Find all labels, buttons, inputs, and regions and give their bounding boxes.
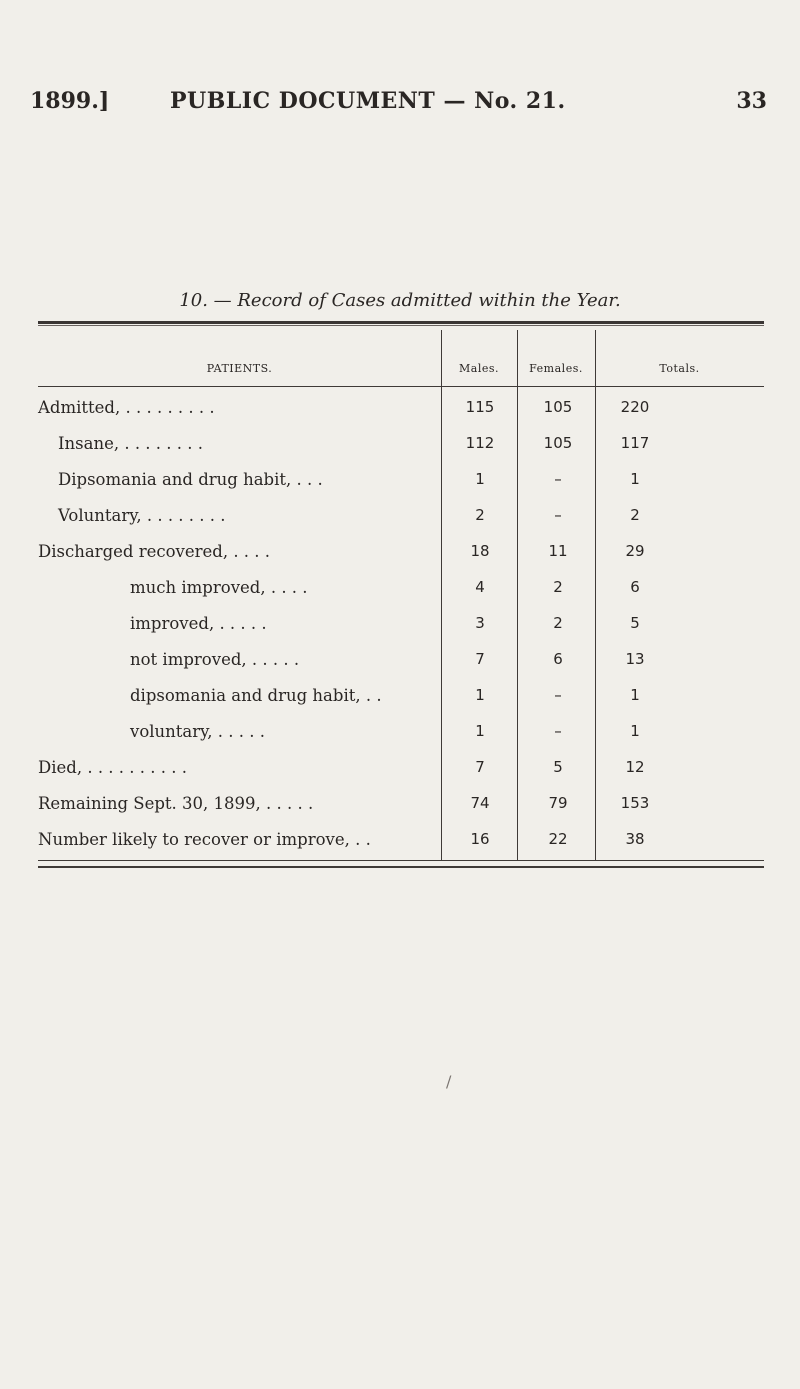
totals-value: 12 <box>625 758 645 776</box>
header-title: PUBLIC DOCUMENT — No. 21. <box>170 88 566 114</box>
column-header-patients: PATIENTS. <box>206 362 273 375</box>
females-value: 2 <box>553 614 563 632</box>
females-value: 5 <box>553 758 563 776</box>
row-label: voluntary, . . . . . <box>130 722 265 741</box>
header-year: 1899.] <box>30 88 110 114</box>
totals-value: 1 <box>630 470 640 488</box>
table-row <box>0 758 800 794</box>
females-value: 105 <box>543 434 573 452</box>
row-label: Insane, . . . . . . . . <box>58 434 204 453</box>
row-label: not improved, . . . . . <box>130 650 300 669</box>
row-label: Admitted, . . . . . . . . . <box>38 398 215 417</box>
females-value: 11 <box>548 542 568 560</box>
column-header-males: Males. <box>459 362 499 375</box>
totals-value: 2 <box>630 506 640 524</box>
females-value: 6 <box>553 650 563 668</box>
row-label: Discharged recovered, . . . . <box>38 542 271 561</box>
column-header-females: Females. <box>529 362 583 375</box>
header-rule <box>38 386 764 387</box>
males-value: 18 <box>470 542 490 560</box>
table-row <box>0 542 800 578</box>
males-value: 2 <box>475 506 485 524</box>
table-row <box>0 794 800 830</box>
totals-value: 1 <box>630 722 640 740</box>
table-title: 10. — Record of Cases admitted within the Year. <box>179 290 621 311</box>
totals-value: 29 <box>625 542 645 560</box>
table-row <box>0 398 800 434</box>
totals-value: 6 <box>630 578 640 596</box>
row-label: much improved, . . . . <box>130 578 308 597</box>
females-value: 22 <box>548 830 568 848</box>
row-label: Voluntary, . . . . . . . . <box>58 506 226 525</box>
males-value: 16 <box>470 830 490 848</box>
males-value: 74 <box>470 794 490 812</box>
table-row <box>0 506 800 542</box>
page-number: 33 <box>736 88 767 114</box>
males-value: 4 <box>475 578 485 596</box>
table-row <box>0 722 800 758</box>
table-row <box>0 578 800 614</box>
row-label: improved, . . . . . <box>130 614 267 633</box>
totals-value: 5 <box>630 614 640 632</box>
table-row <box>0 650 800 686</box>
row-label: Remaining Sept. 30, 1899, . . . . . <box>38 794 314 813</box>
row-label: dipsomania and drug habit, . . <box>130 686 382 705</box>
males-value: 115 <box>465 398 495 416</box>
table-row <box>0 470 800 506</box>
females-value: – <box>554 686 562 704</box>
column-header-totals: Totals. <box>659 362 700 375</box>
males-value: 112 <box>465 434 495 452</box>
table-row <box>0 614 800 650</box>
table-top-rule <box>38 321 764 324</box>
totals-value: 220 <box>620 398 650 416</box>
table-bottom-rule <box>38 860 764 861</box>
table-row <box>0 686 800 722</box>
males-value: 1 <box>475 470 485 488</box>
row-label: Dipsomania and drug habit, . . . <box>58 470 323 489</box>
males-value: 7 <box>475 650 485 668</box>
males-value: 1 <box>475 686 485 704</box>
table-row <box>0 434 800 470</box>
totals-value: 1 <box>630 686 640 704</box>
row-label: Died, . . . . . . . . . . <box>38 758 187 777</box>
table-bottom-rule-thick <box>38 866 764 868</box>
females-value: 105 <box>543 398 573 416</box>
females-value: 79 <box>548 794 568 812</box>
totals-value: 153 <box>620 794 650 812</box>
males-value: 7 <box>475 758 485 776</box>
females-value: 2 <box>553 578 563 596</box>
females-value: – <box>554 722 562 740</box>
totals-value: 13 <box>625 650 645 668</box>
page-header <box>0 88 800 128</box>
females-value: – <box>554 506 562 524</box>
table-top-rule-thin <box>38 325 764 326</box>
row-label: Number likely to recover or improve, . . <box>38 830 371 849</box>
males-value: 1 <box>475 722 485 740</box>
stray-pen-mark: / <box>446 1072 452 1091</box>
males-value: 3 <box>475 614 485 632</box>
females-value: – <box>554 470 562 488</box>
totals-value: 38 <box>625 830 645 848</box>
totals-value: 117 <box>620 434 650 452</box>
